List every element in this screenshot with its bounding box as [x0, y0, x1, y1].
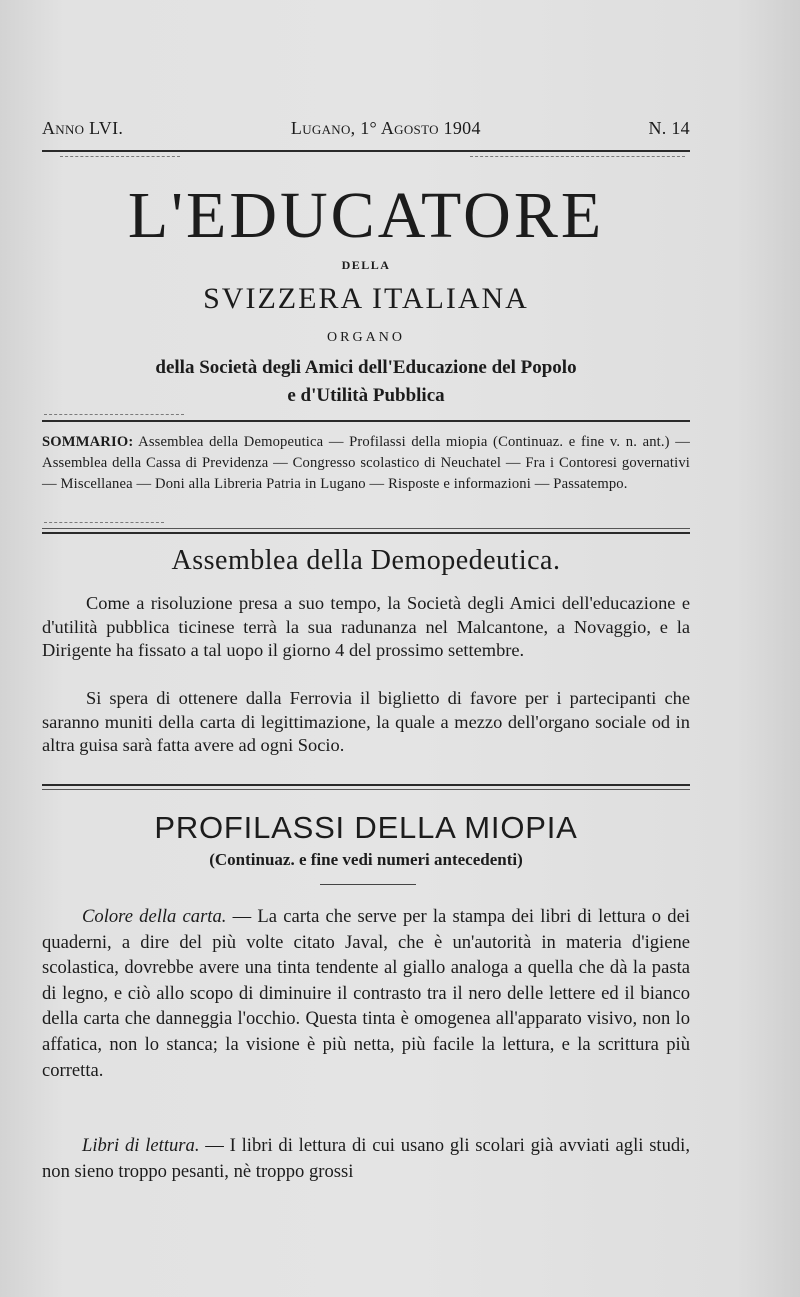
- society-line-2: e d'Utilità Pubblica: [287, 385, 445, 406]
- article-1-paragraph-2: Si spera di ottenere dalla Ferrovia il biglietto di favore per i partecipanti che saranno muniti della carta di legittimazione, la quale a mezzo dell'organo sociale od in altra guisa sarà fatta avere ad ogni Socio.: [42, 688, 690, 755]
- paragraph-label-libri: Libri di lettura.: [82, 1135, 200, 1156]
- summary-label: SOMMARIO:: [42, 434, 134, 450]
- issue-date: Lugano, 1° Agosto 1904: [290, 118, 481, 138]
- article-2-subheading: (Continuaz. e fine vedi numeri antecedenti): [209, 850, 523, 869]
- volume-year: Anno LVI.: [42, 118, 124, 138]
- subheading-rule: [320, 884, 416, 885]
- issue-number: N. 14: [648, 118, 690, 138]
- decorative-rule: [470, 156, 685, 163]
- summary-bottom-rule: [42, 528, 690, 529]
- summary: [42, 432, 690, 495]
- summary-bottom-rule-2: [42, 532, 690, 534]
- society-line-1: della Società degli Amici dell'Educazione del Popolo: [155, 357, 577, 378]
- masthead-rule: [42, 150, 690, 152]
- article-divider: [42, 784, 690, 786]
- newspaper-title: L'EDUCATORE: [127, 179, 605, 252]
- society-line: [42, 354, 690, 410]
- masthead: [42, 118, 690, 140]
- article-2-heading: PROFILASSI DELLA MIOPIA: [154, 810, 578, 845]
- summary-top-rule: [42, 420, 690, 422]
- article-1-heading: Assemblea della Demopedeutica.: [171, 545, 561, 576]
- article-1-paragraph-1: Come a risoluzione presa a suo tempo, la Società degli Amici dell'educazione e d'utilità pubblica ticinese terrà la sua radunanza nel Malcantone, a Novaggio, e la Dirigente ha fissato a tal uopo il giorno 4 del prossimo settembre.: [42, 593, 690, 660]
- paragraph-text-libri: — I libri di lettura di cui usano gli scolari già avviati agli studi, non sieno troppo pesanti, nè troppo grossi: [42, 1135, 690, 1182]
- article-2-paragraph-2: [42, 1133, 690, 1184]
- paragraph-label-colore: Colore della carta.: [82, 906, 227, 927]
- decorative-rule: [60, 156, 180, 163]
- summary-text: Assemblea della Demopeutica — Profilassi della miopia (Continuaz. e fine v. n. ant.) — Assemblea della Cassa di Previdenza — Congresso scolastico di Neuchatel — Fra i Contoresi governativi — Miscellanea — Doni alla Libreria Patria in Lugano — Risposte e informazioni — Passatempo.: [42, 434, 690, 492]
- organo-label: ORGANO: [327, 330, 405, 345]
- paragraph-text-colore: — La carta che serve per la stampa dei libri di lettura o dei quaderni, a dire del più volte citato Javal, che è un'autorità in materia d'igiene scolastica, dovrebbe avere una tinta tendente al giallo analoga a quella che dà la pasta di legno, e ciò allo scopo di diminuire il contrasto tra il nero delle lettere ed il bianco della carta che danneggia l'occhio. Questa tinta è omogenea all'apparato visivo, non lo affatica, non lo stanca; la visione è più netta, più facile la lettura, e la scrittura più corretta.: [42, 906, 690, 1081]
- newspaper-subtitle: SVIZZERA ITALIANA: [203, 282, 529, 315]
- article-divider-2: [42, 789, 690, 790]
- title-della: DELLA: [341, 258, 391, 272]
- article-2-paragraph-1: [42, 904, 690, 1083]
